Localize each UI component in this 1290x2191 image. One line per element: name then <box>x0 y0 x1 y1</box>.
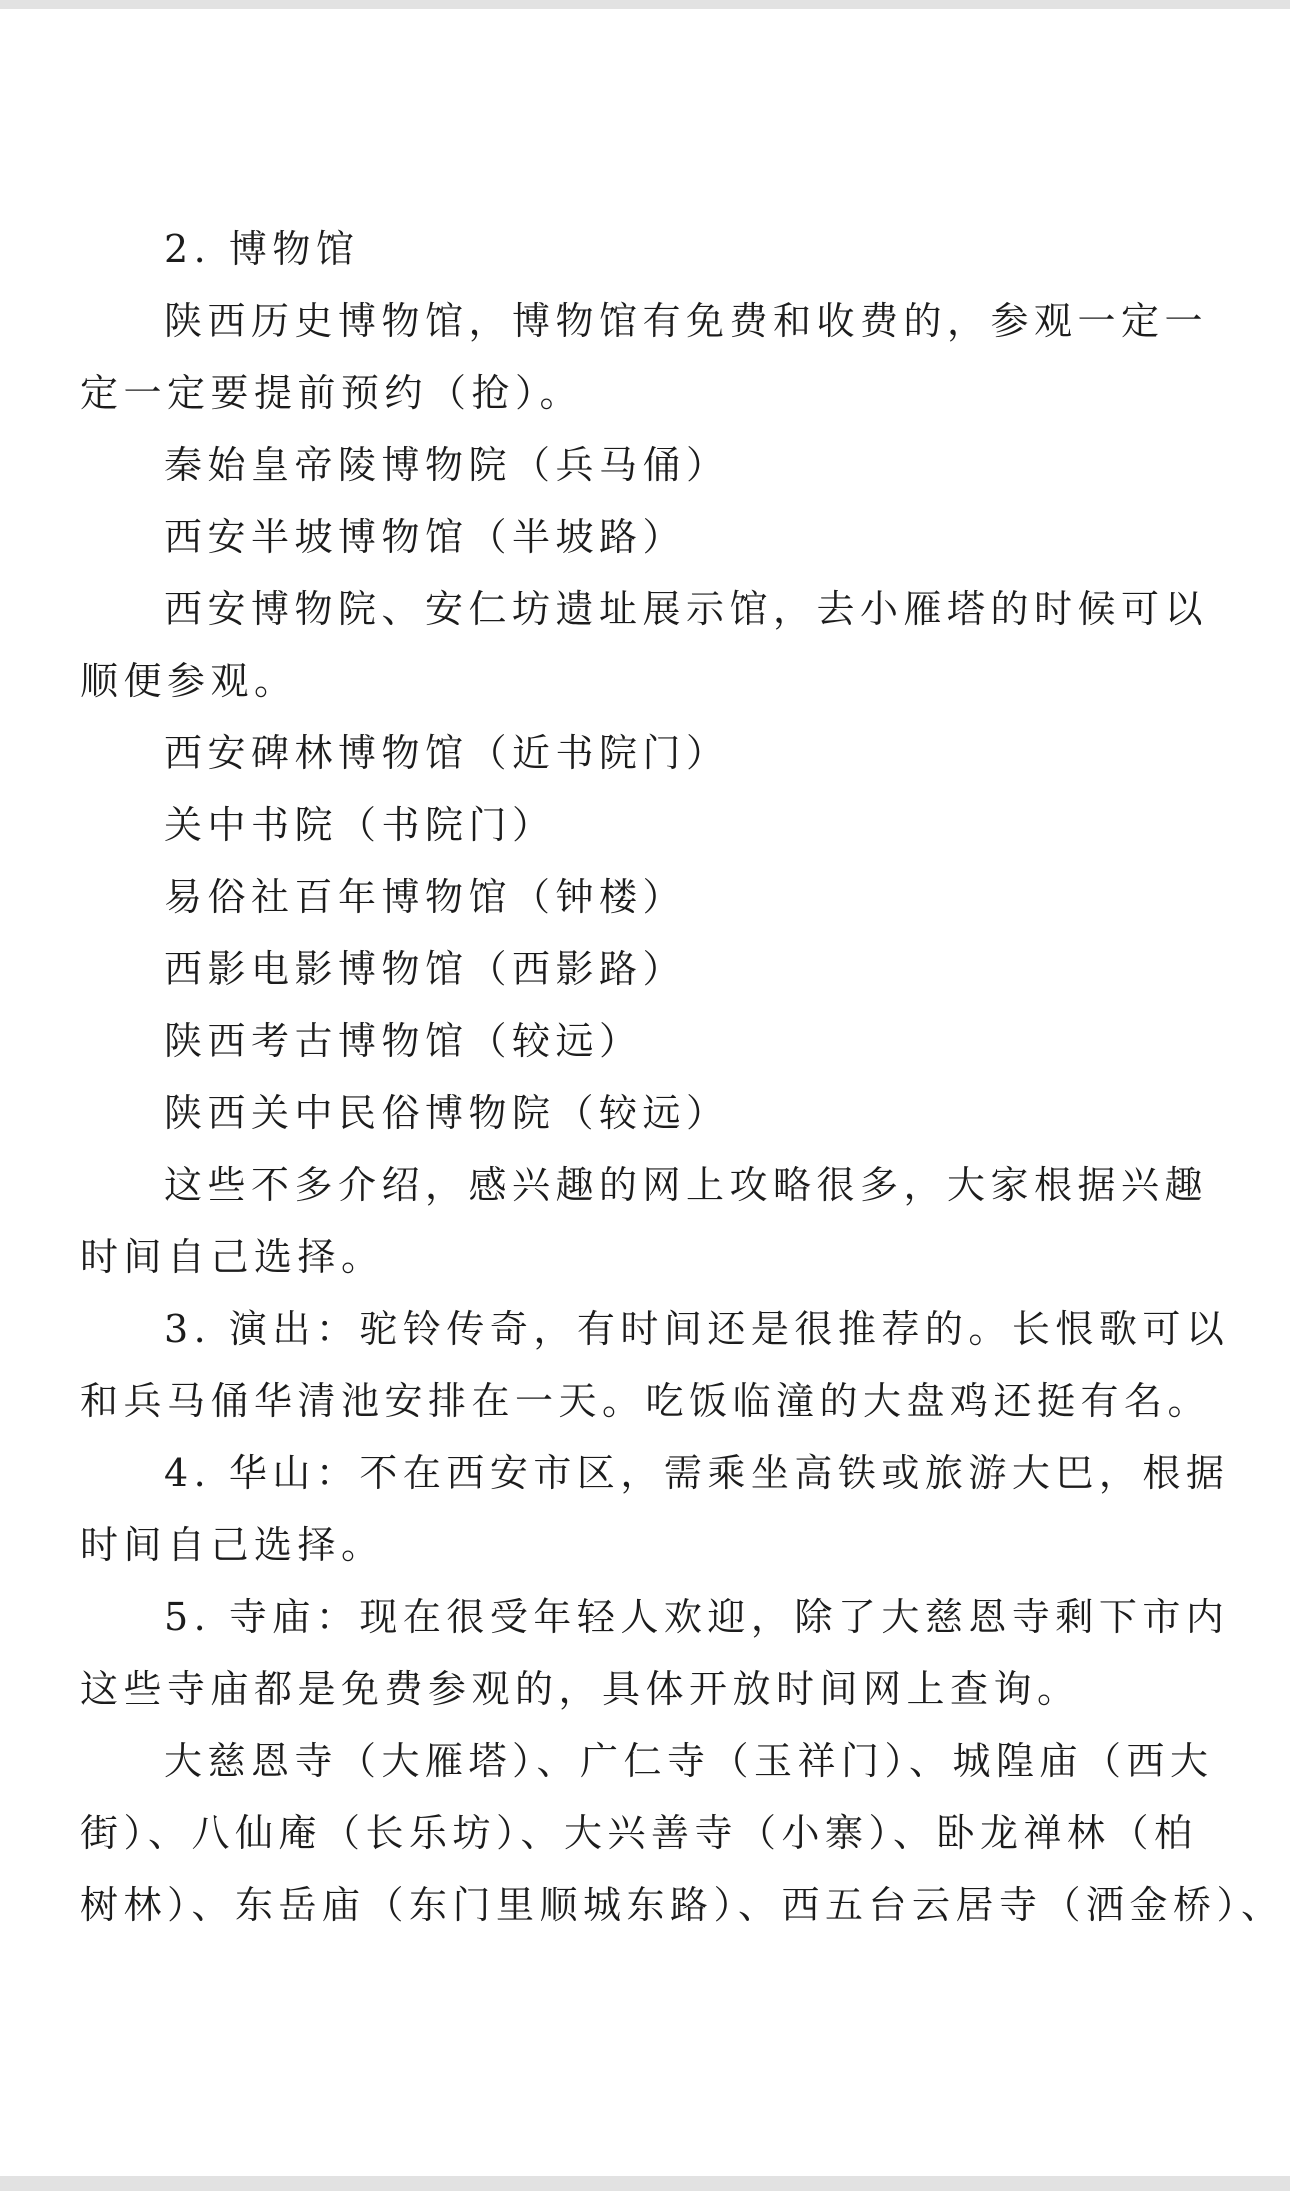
paragraph <box>80 573 1209 717</box>
paragraph <box>80 1293 1230 1437</box>
text-line: 顺便参观。 <box>80 659 298 703</box>
paragraph <box>80 1581 1230 1725</box>
paragraph <box>80 1005 1148 1077</box>
paragraph <box>80 1077 1148 1149</box>
text-line: 西安半坡博物馆（半坡路） <box>164 515 687 559</box>
paragraph <box>80 501 1148 573</box>
paragraph <box>80 213 1148 285</box>
paragraph <box>80 429 1148 501</box>
text-line: 陕西考古博物馆（较远） <box>164 1019 643 1063</box>
text-line: 易俗社百年博物馆（钟楼） <box>164 875 687 919</box>
text-line: 这些寺庙都是免费参观的，具体开放时间网上查询。 <box>80 1667 1081 1711</box>
text-line: 街）、八仙庵（长乐坊）、大兴善寺（小寨）、卧龙禅林（柏 <box>80 1811 1198 1855</box>
text-line: 西影电影博物馆（西影路） <box>164 947 687 991</box>
text-line: 4. 华山：不在西安市区，需乘坐高铁或旅游大巴，根据 <box>164 1451 1230 1495</box>
bottom-scroll-edge <box>0 2176 1290 2191</box>
paragraph <box>80 717 1148 789</box>
document-page[interactable] <box>0 9 1290 2176</box>
text-line: 5. 寺庙：现在很受年轻人欢迎，除了大慈恩寺剩下市内 <box>164 1595 1230 1639</box>
paragraph <box>80 285 1209 429</box>
text-line: 树林）、东岳庙（东门里顺城东路）、西五台云居寺（洒金桥）、 <box>80 1883 1285 1927</box>
text-line: 秦始皇帝陵博物院（兵马俑） <box>164 443 730 487</box>
text-line: 西安碑林博物馆（近书院门） <box>164 731 730 775</box>
text-line: 陕西历史博物馆，博物馆有免费和收费的，参观一定一 <box>164 299 1209 343</box>
document-body <box>80 213 1285 1941</box>
text-line: 西安博物院、安仁坊遗址展示馆，去小雁塔的时候可以 <box>164 587 1209 631</box>
text-line: 大慈恩寺（大雁塔）、广仁寺（玉祥门）、城隍庙（西大 <box>164 1739 1214 1783</box>
paragraph <box>80 861 1148 933</box>
text-line: 关中书院（书院门） <box>164 803 556 847</box>
text-line: 和兵马俑华清池安排在一天。吃饭临潼的大盘鸡还挺有名。 <box>80 1379 1212 1423</box>
paragraph <box>80 1149 1209 1293</box>
paragraph <box>80 933 1148 1005</box>
text-line: 陕西关中民俗博物院（较远） <box>164 1091 730 1135</box>
paragraph <box>80 1725 1285 1941</box>
text-line: 定一定要提前预约（抢）。 <box>80 371 584 415</box>
text-line: 时间自己选择。 <box>80 1235 385 1279</box>
paragraph <box>80 789 1148 861</box>
top-scroll-edge <box>0 0 1290 9</box>
text-line: 这些不多介绍，感兴趣的网上攻略很多，大家根据兴趣 <box>164 1163 1209 1207</box>
text-line: 2. 博物馆 <box>164 227 360 271</box>
text-line: 3. 演出：驼铃传奇，有时间还是很推荐的。长恨歌可以 <box>164 1307 1230 1351</box>
text-line: 时间自己选择。 <box>80 1523 385 1567</box>
paragraph <box>80 1437 1230 1581</box>
